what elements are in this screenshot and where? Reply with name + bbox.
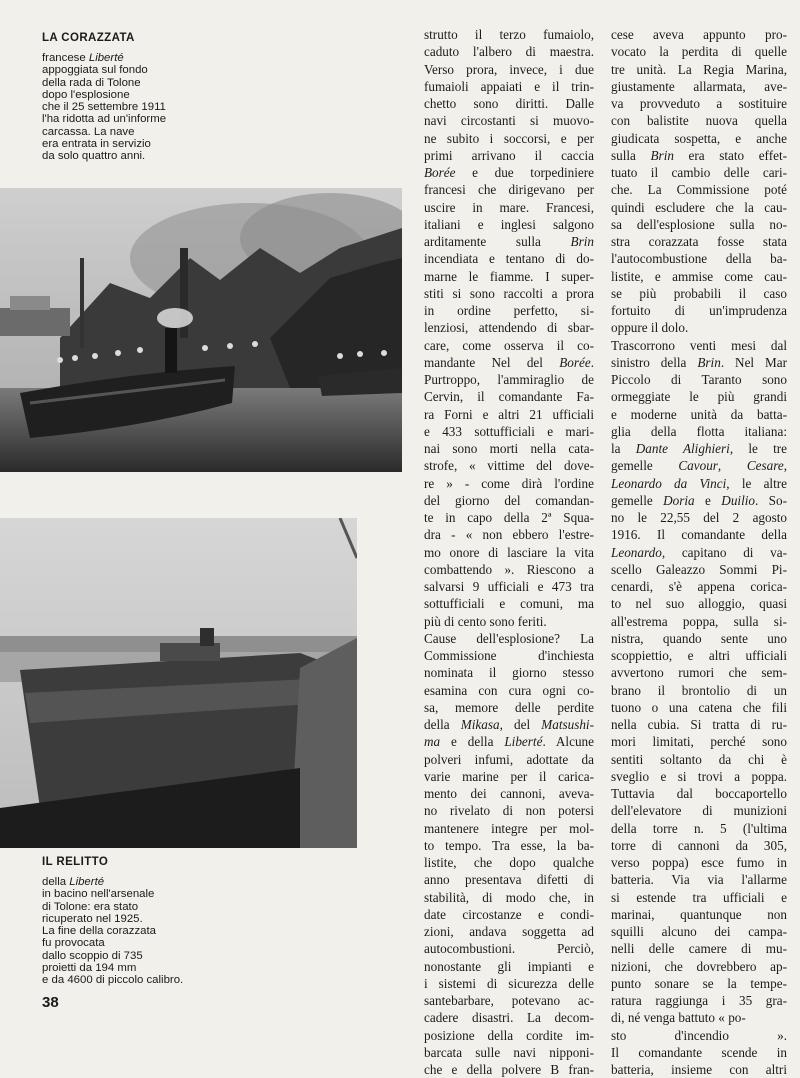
column2-line: all'estrema poppa, sulla si-: [611, 613, 787, 629]
column1-line: barcata sulle navi nipponi-: [424, 1044, 594, 1060]
column1-line: zioni, andava soggetta ad: [424, 924, 594, 939]
column2-line: mori limitati, perché sono: [611, 734, 787, 750]
column2-line: Il comandante scende in: [611, 1044, 787, 1060]
column2-line: tuato il cambio delle cari-: [611, 165, 787, 180]
caption-title-corazzata: LA CORAZZATA: [42, 32, 135, 44]
column2-line: sto d'incendio ».: [611, 1027, 787, 1043]
column2-line: cenardi, s'è appena corica-: [611, 579, 787, 594]
caption1-line: francese Liberté: [42, 52, 124, 64]
column1-line: navi circostanti si muovo-: [424, 113, 594, 129]
caption2-line: ricuperato nel 1925.: [42, 912, 143, 925]
column2-line: ratura raggiunga i 35 gra-: [611, 993, 787, 1008]
column1-line: Purtroppo, l'ammiraglio de: [424, 372, 594, 387]
column2-line: la Dante Alighieri, le tre: [611, 441, 787, 456]
column2-line: Leonardo da Vinci, le altre: [611, 475, 787, 491]
column1-line: arditamente sulla Brin: [424, 234, 594, 249]
column2-line: avvertono rumori che sem-: [611, 665, 787, 681]
caption-title-relitto: IL RELITTO: [42, 856, 109, 868]
column2-line: tre unità. La Regia Marina,: [611, 61, 787, 77]
column1-line: in ordine perfetto, si-: [424, 303, 594, 318]
column1-line: varie marine per il carica-: [424, 768, 594, 784]
column2-line: marinai, quantunque non: [611, 906, 787, 922]
caption-corazzata: [42, 52, 166, 163]
column2-line: punto sonare se la tempe-: [611, 975, 787, 991]
column2-line: oppure il dolo.: [611, 320, 689, 336]
column2-line: Tuttavia dal boccaportello: [611, 786, 787, 801]
text-column-2: [611, 26, 787, 1078]
column1-line: fumaioli appaiati e il trin-: [424, 78, 594, 94]
column1-line: italiani e inglesi salgono: [424, 216, 594, 232]
caption1-line: che il 25 settembre 1911: [42, 101, 166, 114]
column2-line: dell'elevatore di munizioni: [611, 803, 787, 819]
column1-line: mento dei cannoni, aveva-: [424, 786, 594, 801]
column2-line: gemelle Cavour, Cesare,: [611, 458, 787, 474]
column2-line: ormeggiate le più grandi: [611, 389, 787, 405]
column2-line: di, né venga battuto « po-: [611, 1010, 746, 1026]
column1-line: stiti si sono raccolti a prora: [424, 285, 594, 301]
column1-line: mandante Nel del Borée.: [424, 354, 594, 370]
column2-line: vocato la perdita di quelle: [611, 44, 787, 60]
column1-line: Cause dell'esplosione? La: [424, 630, 594, 646]
column2-line: nistra, quando sente uno: [611, 630, 787, 646]
column2-line: che. La Commissione poté: [611, 182, 787, 198]
column1-line: te in capo della 2ª Squa-: [424, 510, 594, 525]
column2-line: no le 22,55 del 2 agosto: [611, 510, 787, 525]
column2-line: l'autocombustione della ba-: [611, 251, 787, 267]
column2-line: verso poppa) esce fumo in: [611, 855, 787, 870]
photo-wreck-in-dock: [0, 518, 357, 848]
column2-line: nella cubia. Si tratta di ru-: [611, 717, 787, 732]
caption2-line: La fine della corazzata: [42, 925, 156, 938]
column2-line: si estende tra ufficiali e: [611, 889, 787, 905]
column2-line: cese aveva appunto pro-: [611, 27, 787, 42]
column1-line: salvarsi 9 ufficiali e 473 tra: [424, 579, 594, 594]
caption1-line: carcassa. La nave: [42, 125, 135, 138]
column1-line: mo onore di lasciare la vita: [424, 544, 594, 560]
column1-line: della Mikasa, del Matsushi-: [424, 717, 594, 732]
column1-line: i sistemi di sicurezza delle: [424, 975, 594, 991]
column2-line: scoppiettio, e altri ufficiali: [611, 648, 787, 663]
column1-line: polveri infumi, adottate da: [424, 751, 594, 767]
column2-line: batteria, insieme con altri: [611, 1062, 787, 1077]
column1-line: sa, memore delle perdite: [424, 699, 594, 715]
column1-line: sottufficiali e comuni, ma: [424, 596, 594, 612]
caption2-line: in bacino nell'arsenale: [42, 888, 155, 901]
column2-line: 1916. Il comandante della: [611, 527, 787, 543]
column2-line: giustamente allarmata, ave-: [611, 78, 787, 94]
caption2-line: della Liberté: [42, 876, 105, 888]
caption2-line: fu provocata: [42, 937, 105, 950]
column2-line: Trascorrono venti mesi dal: [611, 337, 787, 353]
column1-line: ma e della Liberté. Alcune: [424, 734, 594, 750]
column1-line: listite, che dopo qualche: [424, 855, 594, 870]
column1-line: chetto sono diritti. Dalle: [424, 96, 594, 111]
photo-burning-battleship: [0, 188, 402, 472]
column1-line: lenziosi, attendendo di sbar-: [424, 320, 594, 336]
column1-line: strutto il terzo fumaiolo,: [424, 27, 594, 42]
column1-line: Cervin, il comandante Fa-: [424, 389, 594, 405]
column2-line: batteria. Via via l'allarme: [611, 872, 787, 888]
column2-line: glia della flotta italiana:: [611, 423, 787, 439]
column1-line: più di cento sono feriti.: [424, 613, 547, 629]
column1-line: no rivelato di non potersi: [424, 803, 594, 819]
column2-line: to nel suo alloggio, quasi: [611, 596, 787, 612]
column1-line: nonostante gli impianti e: [424, 958, 594, 974]
column2-line: sulla Brin era stato effet-: [611, 147, 787, 163]
column1-line: nominata il giorno stesso: [424, 665, 594, 681]
column2-line: squilli alcuno dei campa-: [611, 924, 787, 939]
column2-line: e moderne unità da batta-: [611, 406, 787, 422]
caption1-line: della rada di Tolone: [42, 76, 141, 89]
column1-line: date circostanze e condi-: [424, 906, 594, 922]
caption2-line: dallo scoppio di 735: [42, 949, 143, 962]
column1-line: dra - « non ebbero l'estre-: [424, 527, 594, 543]
column1-line: to tempo. Tra esse, la ba-: [424, 837, 594, 853]
caption1-line: appoggiata sul fondo: [42, 64, 148, 77]
column1-line: ne subito i soccorsi, e per: [424, 130, 594, 146]
column1-line: che e della polvere B fran-: [424, 1062, 594, 1077]
column2-line: scello Galeazzo Sommi Pi-: [611, 561, 787, 577]
column1-line: caduto l'albero di maestra.: [424, 44, 594, 60]
column1-line: ra Forni e altri 21 ufficiali: [424, 406, 594, 422]
caption-relitto: [42, 876, 183, 987]
column1-line: esamina con cura ogni co-: [424, 682, 594, 698]
column2-line: se più probabili il caso: [611, 285, 787, 301]
caption2-line: di Tolone: era stato: [42, 900, 139, 913]
column2-line: nelli delle camere di mu-: [611, 941, 787, 957]
column1-line: francesi che dirigevano per: [424, 182, 594, 198]
column1-line: strofe, « vittime del dove-: [424, 458, 594, 474]
column1-line: cadere disastri. La decom-: [424, 1010, 594, 1026]
column2-line: sentiti soltanto da chi è: [611, 751, 787, 767]
column2-line: listite, e ammise come cau-: [611, 268, 787, 284]
text-column-1: [424, 26, 594, 1078]
column2-line: sinistro della Brin. Nel Mar: [611, 354, 788, 370]
column1-line: Verso prora, invece, i due: [424, 61, 594, 77]
column2-line: quindi escludere che la cau-: [611, 199, 787, 215]
column2-line: stra corazzata fosse stata: [611, 234, 787, 249]
column2-line: Leonardo, capitano di va-: [611, 544, 787, 560]
column2-line: sveglio e si trovi a poppa.: [611, 768, 787, 784]
column1-line: primi arrivano il caccia: [424, 147, 594, 163]
column1-line: Commissione d'inchiesta: [424, 648, 594, 663]
column2-line: della torre n. 5 (l'ultima: [611, 820, 787, 836]
column1-line: marne le fiamme. I super-: [424, 268, 594, 284]
column1-line: e 433 sottufficiali e mari-: [424, 423, 594, 439]
caption2-line: e da 4600 di piccolo calibro.: [42, 974, 184, 987]
column2-line: tuono o una catena che fili: [611, 699, 787, 715]
column2-line: fortuito di un'imprudenza: [611, 303, 787, 318]
column2-line: con balistite nuova quella: [611, 113, 787, 129]
column1-line: Borée e due torpediniere: [424, 165, 594, 180]
column1-line: anno presentava difetti di: [424, 872, 594, 888]
column2-line: giudicata sospetta, e anche: [611, 130, 787, 146]
caption1-line: era entrata in servizio: [42, 138, 151, 151]
column1-line: nai sono morti nella cata-: [424, 441, 594, 456]
column1-line: incendiata e tentano di do-: [424, 251, 594, 267]
column2-line: sa dell'esplosione sulla no-: [611, 216, 787, 232]
column1-line: mantenere integre per mol-: [424, 820, 594, 836]
caption1-line: l'ha ridotta ad un'informe: [42, 113, 167, 126]
column1-line: care, come osserva il co-: [424, 337, 594, 353]
column1-line: del giorno del comandan-: [424, 492, 594, 508]
column1-line: santebarbare, potevano ac-: [424, 993, 594, 1008]
column2-line: va provveduto a sostituire: [611, 96, 787, 111]
column1-line: uscire in mare. Francesi,: [424, 199, 594, 215]
column1-line: posizione della cordite im-: [424, 1027, 594, 1043]
column1-line: combattendo ». Riescono a: [424, 561, 594, 577]
column2-line: nizioni, che dovrebbero ap-: [611, 958, 787, 974]
column1-line: autocombustioni. Perciò,: [424, 941, 594, 957]
caption2-line: proietti da 194 mm: [42, 962, 137, 975]
column1-line: re » - come dirà l'ordine: [424, 475, 594, 491]
page-number: 38: [42, 994, 59, 1011]
column2-line: gemelle Doria e Duilio. So-: [611, 492, 788, 508]
column2-line: torre di cannoni da 305,: [611, 837, 787, 853]
column2-line: Piccolo di Taranto sono: [611, 372, 787, 387]
caption1-line: dopo l'esplosione: [42, 88, 130, 101]
column1-line: stabilità, di modo che, in: [424, 889, 594, 905]
caption1-line: da solo quattro anni.: [42, 150, 146, 163]
column2-line: brano il brontolio di un: [611, 682, 787, 698]
